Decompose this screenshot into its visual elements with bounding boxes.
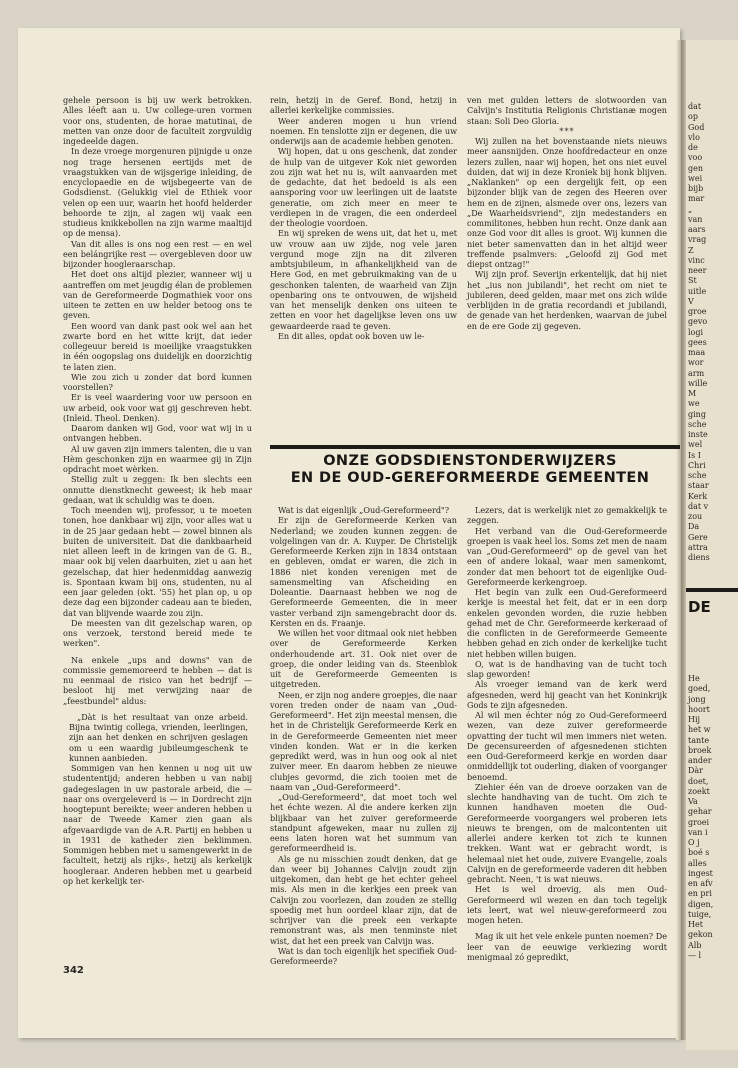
right-page-line: groei [688,817,710,827]
column-5 [467,505,667,960]
paragraph: En dit alles, opdat ook boven uw le- [278,330,425,341]
right-page-line: het w [688,725,711,735]
right-page-text-top [686,102,738,563]
right-page-line: bijb [688,184,704,193]
right-page-line: tante [688,735,710,745]
right-page-line: sche [688,419,707,429]
paragraph: En wij spreken de wens uit, dat het u, met uw vrouw aan uw zijde, nog vele jaren vergund moge zijn na dit zilveren ambtsjubileum, in afhankelijkheid van de Here God, en met gebruikmaking van de u geschonken talenten, de waarheid van Zijn openbaring ons te ontvouwen, de wijsheid van het menselijk denken ons uiteen te zetten en voor het dagelijkse leven ons uw gewaardeerde raad te geven. [270,228,457,331]
right-page-line: gees [688,337,707,347]
right-page-line: God [688,122,705,132]
paragraph: Wij hopen, dat u ons geschenk, dat zonder de hulp van de uitgever Kok niet geworden zou zijn wat het nu is, wilt aanvaarden met de gedachte, dat het bedoeld is als een aansporing voor uw leerlingen uit de laatste generatie, om zich meer en meer te verdiepen in de vragen, die een onderdeel der theologie voordoen. [270,146,457,228]
right-page-line: V [688,296,694,306]
right-page-line: digen, [688,899,714,909]
right-page-line: gehar [688,807,712,817]
paragraph: Ziehier één van de droeve oorzaken van de slechte handhaving van de tucht. Om zich te kunnen handhaven moeten die Oud-Gereformeerde voorgangers wel proberen iets nieuws te brengen, om de malcontenten uit allerlei andere kerken tot zich te kunnen trekken. Want wat er gebracht wordt, is helemaal niet het oude, zuivere Evangelie, zoals Calvijn en de gereformeerde vaderen dit hebben gebracht. Neen, 't is wat nieuws. [467,781,667,884]
paragraph: Daarom danken wij God, voor wat wij in u ontvangen hebben. [63,423,252,444]
right-page-line: vinc [688,255,705,265]
right-page-line: van i [688,827,708,837]
right-page-line: aars [688,225,706,234]
paragraph: De meesten van dit gezelschap waren, op ons verzoek, terstond bereid mede te werken". [63,617,252,649]
paragraph: O, wat is de handhaving van de tucht toch slap geworden! [467,658,667,679]
paragraph: Na enkele „ups and downs" van de commissie gememoreerd te hebben — dat is nu eenmaal de risico van het bedrijf — besloot hij met verwijzing naar de „feestbundel" aldus: [63,654,252,706]
paragraph: Een woord van dank past ook wel aan het zwarte bord en het witte krijt, dat ieder collegeuur bereid is moeilijke vraagstukken in één oogopslag ons duidelijk en doorzichtig te laten zien. [63,320,252,372]
paragraph: Het verband van die Oud-Gereformeerde groepen is vaak heel los. Soms zet men de naam van „Oud-Gereformeerd" op de gevel van het een of andere lokaal, waar men samenkomt, zonder dat men behoort tot de eigenlijke Oud-Gereformeerde kerkengroep. [467,525,667,587]
right-page-line: sche [688,471,707,480]
right-page-line: alles [688,858,707,868]
right-page-line: wor [688,358,704,368]
paragraph: Het doet ons altijd plezier, wanneer wij u aantreffen om met jeugdig élan de problemen van de Gereformeerde Dogmathiek voor ons uiteen te zetten en uw helder betoog ons te geven. [63,269,252,321]
right-page-line: attra [688,542,708,552]
paragraph: gehele persoon is bij uw werk betrokken. Alles léeft aan u. Uw college-uren vormen voor ons, studenten, de horae matutinai, de metten van onze door de faculteit zorgvuldig ingedeelde dagen. [63,95,252,146]
paragraph: rein, hetzij in de Geref. Bond, hetzij in allerlei kerkelijke commissies. [270,95,457,116]
paragraph: Er zijn de Gereformeerde Kerken van Nederland; we zouden kunnen zeggen: de volgelingen van dr. A. Kuyper. De Christelijk Gereformeerde Kerken zijn in 1834 ontstaan en gebleven, omdat er waren, die zich in 1886 niet konden verenigen met de samensmelting van Afscheiding en Doleantie. Daarnaast hebben we nog de Gereformeerde Gemeenten, die in meer vaster verband zijn samengebracht door ds. Kersten en ds. Fraanje. [270,515,457,628]
right-page-line: we [688,399,700,409]
paragraph: Sommigen van hen kennen u nog uit uw studententijd; anderen hebben u van nabij gadegeslagen in uw pastorale arbeid, die — naar ons overgeleverd is — in Dordrecht zijn hoogtepunt bereikte; weer anderen hebben u naar de Tweede Kamer zien gaan als afgevaardigde van de A.R. Partij en hebben u in 1931 de katheder zien beklimmen. Sommigen hebben met u samengewerkt in de faculteit, hetzij als rijks-, hetzij als kerkelijk hoogleraar. Anderen hebben met u gearbeid op het kerkelijk ter- [63,763,252,886]
column-3 [467,95,667,455]
right-page-line: van [688,214,703,224]
right-page-line: Is I [688,450,701,460]
paragraph: *** [559,125,575,136]
paragraph: „Oud-Gereformeerd", dat moet toch wel het échte wezen. Al die andere kerken zijn blijkbaar van het zuiver gereformeerde standpunt afgeweken, maar nu zullen zij eens laten horen wat het summum van gereformeerdheid is. [270,792,457,854]
right-page-line: neer [688,266,707,275]
right-page-line: Alb [688,940,702,950]
paragraph: „Dàt is het resultaat van onze arbeid. Bijna twintig collega, vrienden, leerlingen, zijn aan het denken en schrijven geslagen om u een waardig jubileumgeschenk te kunnen aanbieden. [69,711,248,763]
right-page-line: Gere [688,532,708,542]
right-page-line: en afv [688,879,713,888]
article-headline [270,453,670,487]
paragraph: Al uw gaven zijn immers talenten, die u van Hèm geschonken zijn en waarmee gij in Zijn opdracht moet wèrken. [63,443,252,474]
right-page-line: Dàr [688,766,704,776]
right-page-heading: DE [688,598,711,616]
right-page-line: dat v [688,501,709,511]
right-page-line: Hij [688,715,701,724]
right-page-line: arm [688,368,705,378]
right-page-line: staar [688,481,709,491]
right-page-text-bottom [686,674,738,961]
right-page-line: zoekt [688,786,710,796]
right-page-line: uitle [688,286,707,296]
paragraph: In deze vroege morgenuren pijnigde u onze nog trage hersenen eertijds met de vraagstukken van de wijsgerige inleiding, de encyclopaedie en de wijsbegeerte van de Godsdienst. (Gelukkig viel de Ethiek voor velen op een uur, waarin het hoofd helderder behoorde te zijn, al zagen wij vaak een studieus knikkebollen na zijn warme maaltijd op de mensa). [63,146,252,239]
column-2 [270,95,457,455]
right-page-line: boé s [688,848,710,858]
right-page-line: mar [688,194,705,204]
paragraph: Als ge nu misschien zoudt denken, dat ge dan weer bij Johannes Calvijn zoudt zijn uitgekomen, dan hebt ge het echter geheel mis. Als men in die kerkjes een preek van Calvijn zou voorlezen, dan zouden ze stellig spoedig met hun oordeel klaar zijn, dat de schrijver van die preek een verkapte remonstrant was, als men tenminste niet wist, dat het een preek van Calvijn was. [270,853,457,946]
right-page-line: inste [688,430,708,439]
right-page-line: He [688,674,700,683]
right-page-edge [686,40,738,1050]
right-page-line: — l [688,950,702,960]
right-page-line: St [688,276,697,286]
right-page-line: Va [688,797,698,806]
paragraph: Wat is dat eigenlijk „Oud-Gereformeerd"? [278,505,450,515]
paragraph: Wat is dan toch eigenlijk het specifiek Oud-Gereformeerde? [270,945,457,966]
right-page-line: wille [688,378,708,388]
right-page-line: ging [688,409,706,419]
paragraph: We willen het voor ditmaal ook niet hebben over de Gereformeerde Kerken onderhoudende art. 31. Ook niet over de groep, die onder leiding van ds. Steenblok uit de Gereformeerde Gemeenten is uitgetreden. [270,628,457,690]
right-page-line: ingest [688,868,713,878]
right-page-line: diens [688,553,710,562]
right-page-line: maa [688,348,706,357]
headline-line-2: EN DE OUD-GEREFORMEERDE GEMEENTEN [290,470,650,486]
paragraph: Mag ik uit het vele enkele punten noemen? De leer van de eeuwige verkiezing wordt menigmaal zó gepredikt, [467,931,667,962]
paragraph: Stellig zult u zeggen: Ik ben slechts een onnutte dienstknecht geweest; ik heb maar gedaan, wat ik schuldig was te doen. [63,474,252,505]
right-page-line: doet, [688,776,709,786]
right-page-line: broek [688,745,712,755]
right-page-line: Chri [688,460,706,470]
right-page-line: groe [688,307,707,316]
right-page-line: logi [688,327,704,337]
page-number: 342 [63,965,84,976]
right-page-line: de [688,143,698,152]
right-page-line: dat [688,102,702,111]
right-page-line: Z [688,245,694,255]
paragraph: Als vroeger iemand van de kerk werd afgesneden, werd hij geacht van het Koninkrijk Gods te zijn afgesneden. [467,679,667,710]
right-page-line: gevo [688,317,708,327]
paragraph: Het begin van zulk een Oud-Gereformeerd kerkje is meestal het feit, dat er in een dorp enkelen gevonden worden, die ruzie hebben gehad met de Chr. Gereformeerde kerkeraad of die conflicten in de Gereformeerde Gemeente hebben gehad en zich onder de kerkelijke tucht niet hebben willen buigen. [467,587,667,659]
right-page-line: Het [688,920,703,929]
right-page-line: O j [688,838,700,847]
paragraph: Toch meenden wij, professor, u te moeten tonen, hoe dankbaar wij zijn, voor alles wat u in de 25 jaar gedaan hebt — zowel binnen als buiten de universiteit. Dat die dankbaarheid niet alleen leeft in de kringen van de G. B., maar ook bij velen daarbuiten, ziet u aan het gezelschap, dat hier hedenmiddag aanwezig is. Spontaan kwam bij ons, studenten, nu al een jaar geleden (okt. '55) het plan op, u op deze dag een bijzonder cadeau aan te bieden, dat van blijvende waarde zou zijn. [63,505,252,618]
right-page-line: vlo [688,132,700,142]
right-page-line: gen [688,163,704,173]
right-page-line: jong [688,694,706,704]
right-page-line: wel [688,440,703,450]
headline-line-1: ONZE GODSDIENSTONDERWIJZERS [323,453,617,469]
paragraph: Lezers, dat is werkelijk niet zo gemakkelijk te zeggen. [467,505,667,526]
column-4 [270,505,457,966]
paragraph: Weer anderen mogen u hun vriend noemen. En tenslotte zijn er degenen, die uw onderwijs aan de academie hebben genoten. [270,115,457,146]
paragraph: Wij zijn prof. Severijn erkentelijk, dat hij niet het „ius non jubilandi", het recht om niet te jubileren, deed gelden, maar met ons zich wilde verblijden in de gratia recordandi et jubilandi, de genade van het herdenken, waarvan de jubel en de ere Gode zij gegeven. [467,269,667,331]
paragraph: ven met gulden letters de slotwoorden van Calvijn's Institutia Religionis Christianæ mogen staan: Soli Deo Gloria. [467,95,667,126]
right-page-line: Kerk [688,491,708,501]
headline-rule [270,445,680,449]
right-page-line: M [688,389,697,398]
right-page-line: hoort [688,704,710,714]
right-page-line: vrag [688,235,707,245]
paragraph: Al wil men échter nóg zo Oud-Gereformeerd wezen, van deze zuiver gereformeerde opvatting der tucht wil men immers niet weten. De gecensureerden of afgesnedenen stichten een Oud-Gereformeerd kerkje en worden daar onmiddellijk tot ouderling, diaken of voorganger benoemd. [467,710,667,782]
paragraph: Wij zullen na het bovenstaande niets nieuws meer aansnijden. Onze hoofdredacteur en onze lezers zullen, naar wij hopen, het ons niet euvel duiden, dat wij in deze Kroniek bij honk blijven. „Naklanken" op een dergelijk feit, op een bijzonder blijk van de zegen des Heeren over hem en de zijnen, alsmede over ons, lezers van „De Waarheidsvriend", zijn medestanders en commilitones, hebben hun recht. Onze dank aan onze God voor dit alles is groot. Wij kunnen die niet beter samenvatten dan in het altijd weer treffende psalmvers: „Geloofd zij God met diepst ontzag!" [467,136,667,269]
right-page-line: voo [688,153,703,163]
column-1 [63,95,252,959]
paragraph: Neen, er zijn nog andere groepjes, die naar voren treden onder de naam van „Oud-Gereformeerd". Het zijn meestal mensen, die het in de Christelijk Gereformeerde Kerk en in de Gereformeerde Gemeenten niet meer vinden konden. Wat er in die kerken gepredikt werd, was in hun oog ook al niet zuiver meer. En daarom hebben ze nieuwe clubjes gevormd, die zich tooien met de naam van „Oud-Gereformeerd". [270,689,457,792]
right-page-line: Da [688,522,700,532]
paragraph: Van dit alles is ons nog een rest — en wel een belángrijke rest — overgebleven door uw bijzonder hoogleraarschap. [63,238,252,269]
right-page-line: wei [688,173,703,183]
book-gutter [676,40,686,1040]
right-page-line: goed, [688,684,711,694]
right-page-line: zou [688,512,703,521]
right-page-line: gekon [688,930,713,940]
right-page-line: „ [688,204,693,214]
paragraph: Het is wel droevig, als men Oud-Gereformeerd wil wezen en dan toch tegelijk iets leert, wat wel nieuw-gereformeerd zou mogen heten. [467,884,667,925]
right-page-rule [686,588,738,592]
paragraph: Wie zou zich u zonder dat bord kunnen voorstellen? [63,371,252,392]
right-page-line: ander [688,756,712,765]
right-page-line: en pri [688,889,712,899]
paragraph: Er is veel waardering voor uw persoon en uw arbeid, ook voor wat gij geschreven hebt. (Inleid. Theol. Denken). [63,392,252,423]
right-page-line: op [688,112,698,122]
right-page-line: tuige, [688,909,712,919]
